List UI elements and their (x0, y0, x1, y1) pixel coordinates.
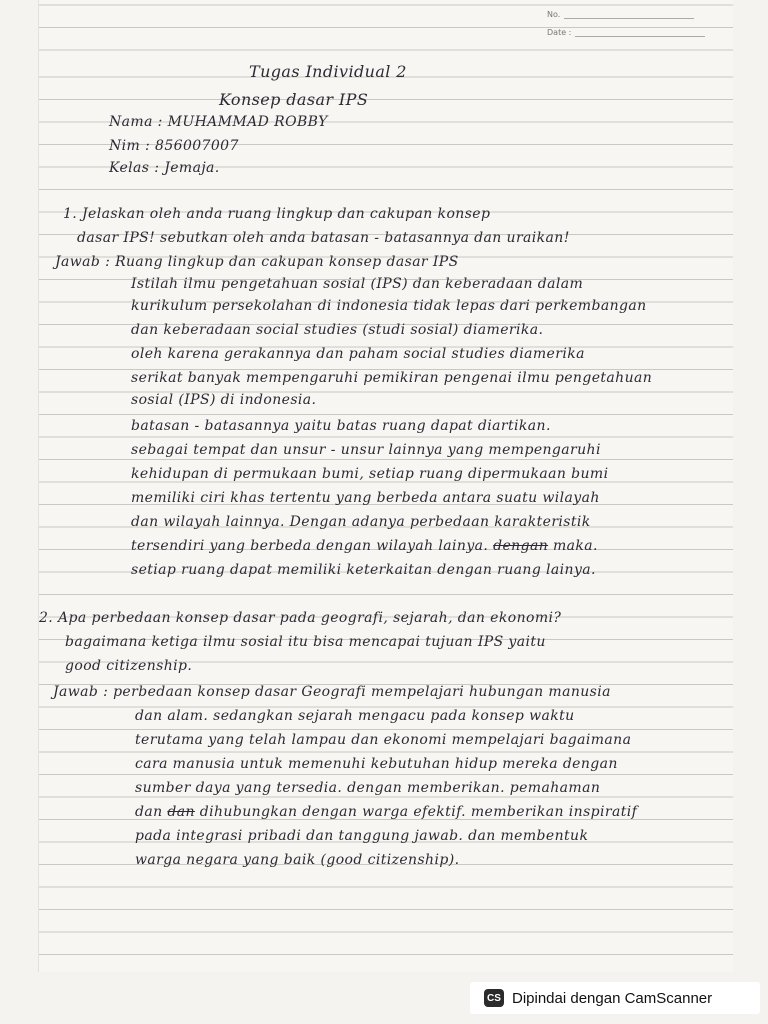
q1-answer-line: Istilah ilmu pengetahuan sosial (IPS) dan keberadaan dalam (131, 276, 584, 292)
struck-word: dengan (493, 538, 549, 554)
q1-answer-line: dan wilayah lainnya. Dengan adanya perbedaan karakteristik (131, 514, 591, 530)
camscanner-logo-icon: CS (484, 989, 504, 1007)
q2-answer-line: sumber daya yang tersedia. dengan memberikan. pemahaman (135, 780, 601, 796)
q1-question-line: dasar IPS! sebutkan oleh anda batasan - batasannya dan uraikan! (77, 230, 570, 246)
q1-answer-line: sebagai tempat dan unsur - unsur lainnya yang mempengaruhi (131, 442, 601, 458)
no-field (547, 10, 694, 19)
q1-answer-line: setiap ruang dapat memiliki keterkaitan dengan ruang lainya. (131, 562, 596, 578)
q2-answer-line: cara manusia untuk memenuhi kebutuhan hidup mereka dengan (135, 756, 618, 772)
identity-kelas: Kelas : Jemaja. (109, 160, 220, 176)
no-label: No. (547, 10, 561, 19)
title-line-1: Tugas Individual 2 (249, 62, 407, 81)
date-label: Date : (547, 28, 572, 37)
q2-question-line: 2. Apa perbedaan konsep dasar pada geografi, sejarah, dan ekonomi? (39, 610, 562, 626)
q2-answer-text: dan (135, 804, 163, 820)
q1-answer-text: maka. (552, 538, 598, 554)
camscanner-watermark (470, 982, 760, 1014)
q2-answer-line: terutama yang telah lampau dan ekonomi mempelajari bagaimana (135, 732, 632, 748)
q2-question-line: bagaimana ketiga ilmu sosial itu bisa mencapai tujuan IPS yaitu (65, 634, 546, 650)
title-line-2: Konsep dasar IPS (219, 90, 369, 109)
q1-answer-line: sosial (IPS) di indonesia. (131, 392, 317, 408)
identity-name: Nama : MUHAMMAD ROBBY (109, 114, 328, 130)
q2-answer-line: Jawab : perbedaan konsep dasar Geografi mempelajari hubungan manusia (53, 684, 611, 700)
q1-answer-text: tersendiri yang berbeda dengan wilayah lainya. (131, 538, 489, 554)
date-field (547, 28, 705, 37)
q2-question-line: good citizenship. (65, 658, 193, 674)
watermark-text: Dipindai dengan CamScanner (512, 989, 713, 1007)
q1-answer-line: oleh karena gerakannya dan paham social studies diamerika (131, 346, 585, 362)
q1-answer-line: batasan - batasannya yaitu batas ruang dapat diartikan. (131, 418, 551, 434)
q1-answer-line-struck (131, 538, 598, 554)
q2-answer-line: warga negara yang baik (good citizenship). (135, 852, 460, 868)
q1-answer-line: serikat banyak mempengaruhi pemikiran pengenai ilmu pengetahuan (131, 370, 653, 386)
q1-answer-line: memiliki ciri khas tertentu yang berbeda antara suatu wilayah (131, 490, 600, 506)
q1-answer-line: dan keberadaan social studies (studi sosial) diamerika. (131, 322, 544, 338)
q2-answer-line-struck (135, 804, 637, 820)
q1-answer-line: kehidupan di permukaan bumi, setiap ruang dipermukaan bumi (131, 466, 609, 482)
notebook-page (38, 0, 733, 972)
q1-answer-line: Jawab : Ruang lingkup dan cakupan konsep dasar IPS (55, 254, 459, 270)
q1-question-line: 1. Jelaskan oleh anda ruang lingkup dan cakupan konsep (63, 206, 491, 222)
q2-answer-text: dihubungkan dengan warga efektif. memberikan inspiratif (199, 804, 638, 820)
identity-nim: Nim : 856007007 (109, 138, 239, 154)
q2-answer-line: dan alam. sedangkan sejarah mengacu pada konsep waktu (135, 708, 575, 724)
q1-answer-line: kurikulum persekolahan di indonesia tidak lepas dari perkembangan (131, 298, 647, 314)
struck-word: dan (167, 804, 195, 820)
q2-answer-line: pada integrasi pribadi dan tanggung jawab. dan membentuk (135, 828, 589, 844)
